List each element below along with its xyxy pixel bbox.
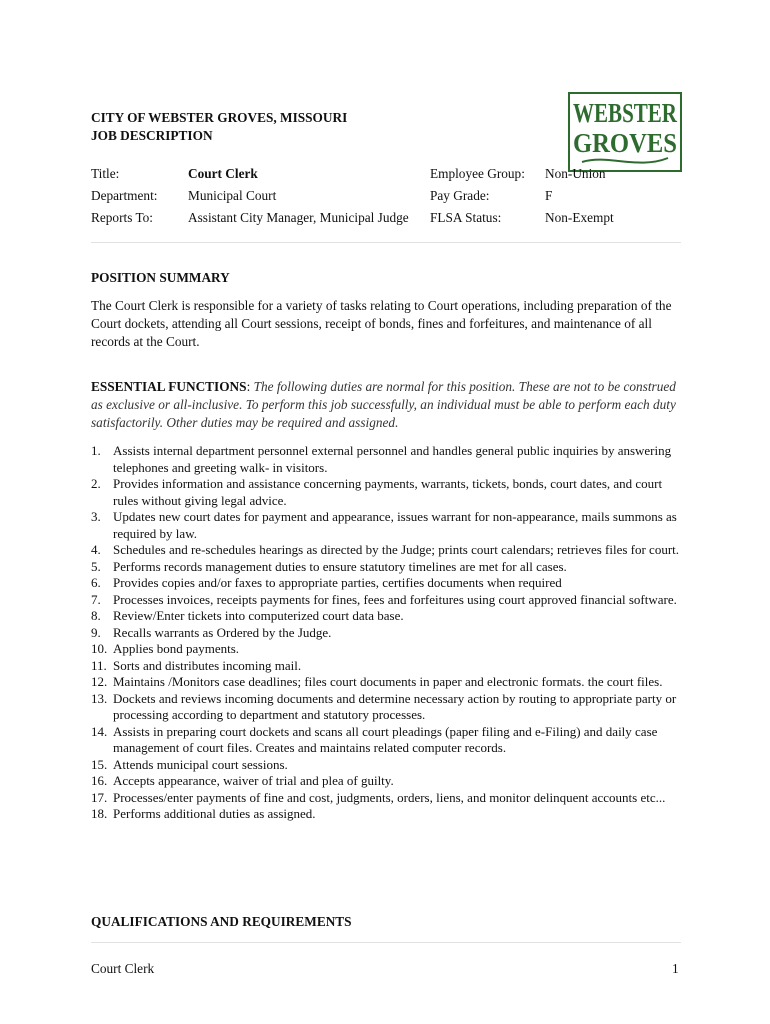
- flsa-status-value: Non-Exempt: [545, 210, 614, 225]
- duty-number: 1.: [91, 443, 101, 458]
- duty-item: [91, 757, 683, 774]
- qualifications-heading: QUALIFICATIONS AND REQUIREMENTS: [91, 914, 352, 929]
- duty-number: 2.: [91, 476, 101, 491]
- doc-type-title: JOB DESCRIPTION: [91, 128, 213, 143]
- webster-groves-logo: [568, 92, 682, 172]
- essential-functions-colon: :: [246, 379, 254, 394]
- position-summary-text: The Court Clerk is responsible for a variety of tasks relating to Court operations, including preparation of the Court dockets, attending all Court sessions, receipt of bonds, fines and forfeitures, and maintenance of all records at the Court.: [91, 298, 672, 349]
- duty-number: 3.: [91, 509, 101, 524]
- logo-word-1: WEBSTER: [573, 98, 678, 128]
- duty-text: Assists in preparing court dockets and scans all court pleadings (paper filing and e-Filing) and daily case management of court files. Creates and maintains related computer records.: [113, 723, 658, 755]
- logo-swash: [582, 158, 668, 163]
- flsa-status-label: FLSA Status:: [430, 210, 502, 225]
- duty-text: Dockets and reviews incoming documents and determine necessary action by routing to appropriate party or processing according to department and statutory processes.: [113, 690, 677, 722]
- duty-number: 11.: [91, 657, 107, 673]
- info-row-department: [91, 188, 681, 204]
- duty-number: 6.: [91, 575, 101, 590]
- duty-text: Updates new court dates for payment and appearance, issues warrant for non-appearance, mails summons as required by law.: [113, 509, 677, 541]
- duty-item: [91, 476, 683, 509]
- footer-page-number: 1: [672, 961, 679, 976]
- employee-group-label: Employee Group:: [430, 166, 525, 181]
- duty-item: [91, 773, 683, 790]
- duty-item: [91, 674, 683, 691]
- info-row-title: [91, 166, 681, 182]
- duty-number: 9.: [91, 624, 101, 640]
- duty-item: [91, 559, 683, 576]
- essential-functions-heading: ESSENTIAL FUNCTIONS: [91, 379, 247, 394]
- duty-number: 4.: [91, 542, 101, 557]
- essential-functions-intro: [91, 378, 683, 432]
- info-row-reports-to: [91, 210, 681, 226]
- logo-word-2: GROVES: [573, 128, 677, 158]
- duty-number: 15.: [91, 756, 108, 772]
- pay-grade-value: F: [545, 188, 553, 203]
- duty-item: [91, 608, 683, 625]
- duty-number: 17.: [91, 789, 108, 805]
- reports-to-label: Reports To:: [91, 210, 153, 225]
- essential-functions-note: The following duties are normal for this position. These are not to be construed as exclusive or all-inclusive. To perform this job successfully, an individual must be able to perform each duty satisfactorily. Other duties may be required and assigned.: [91, 379, 676, 430]
- footer-doc-title: Court Clerk: [91, 961, 155, 976]
- position-summary-heading: POSITION SUMMARY: [91, 270, 230, 285]
- duty-text: Sorts and distributes incoming mail.: [113, 657, 302, 673]
- title-value: Court Clerk: [188, 166, 258, 181]
- duty-text: Performs records management duties to ensure statutory timelines are met for all cases.: [113, 558, 567, 574]
- duty-text: Attends municipal court sessions.: [113, 756, 288, 772]
- duty-item: [91, 625, 683, 642]
- duty-text: Schedules and re-schedules hearings as directed by the Judge; prints court calendars; retrieves files for court.: [113, 542, 680, 557]
- essential-functions-list: [91, 443, 683, 823]
- duty-number: 8.: [91, 608, 101, 623]
- duty-number: 13.: [91, 690, 108, 706]
- duty-item: [91, 443, 683, 476]
- duty-text: Provides copies and/or faxes to appropriate parties, certifies documents when required: [113, 575, 562, 590]
- employee-group-value: Non-Union: [545, 166, 606, 181]
- duty-number: 14.: [91, 723, 108, 739]
- city-title: CITY OF WEBSTER GROVES, MISSOURI: [91, 110, 348, 125]
- divider-top: [91, 242, 681, 243]
- document-header: [91, 109, 347, 145]
- duty-text: Recalls warrants as Ordered by the Judge.: [113, 624, 332, 640]
- duty-text: Maintains /Monitors case deadlines; files court documents in paper and electronic formats. the court files.: [113, 674, 663, 689]
- duty-item: [91, 658, 683, 675]
- job-info-table: [91, 166, 681, 232]
- duty-number: 7.: [91, 591, 101, 607]
- duty-number: 5.: [91, 558, 101, 574]
- duty-item: [91, 592, 683, 609]
- divider-bottom: [91, 942, 681, 943]
- duty-text: Processes invoices, receipts payments for fines, fees and forfeitures using court approved financial software.: [113, 591, 677, 607]
- duty-text: Provides information and assistance concerning payments, warrants, tickets, bonds, court dates, and court rules without giving legal advice.: [113, 476, 663, 508]
- duty-item: [91, 575, 683, 592]
- department-value: Municipal Court: [188, 188, 277, 203]
- duty-text: Accepts appearance, waiver of trial and plea of guilty.: [113, 773, 394, 788]
- duty-text: Performs additional duties as assigned.: [113, 806, 316, 821]
- duty-number: 18.: [91, 806, 108, 821]
- duty-text: Assists internal department personnel external personnel and handles general public inquiries by answering telephones and greeting walk- in visitors.: [113, 443, 672, 475]
- duty-item: [91, 724, 683, 757]
- duty-text: Processes/enter payments of fine and cost, judgments, orders, liens, and monitor delinquent accounts etc...: [113, 789, 666, 805]
- title-label: Title:: [91, 166, 120, 181]
- reports-to-value: Assistant City Manager, Municipal Judge: [188, 210, 409, 225]
- duty-item: [91, 641, 683, 658]
- duty-item: [91, 509, 683, 542]
- duty-text: Applies bond payments.: [113, 641, 240, 656]
- duty-item: [91, 790, 683, 807]
- duty-number: 16.: [91, 773, 108, 788]
- pay-grade-label: Pay Grade:: [430, 188, 490, 203]
- duty-item: [91, 806, 683, 823]
- duty-text: Review/Enter tickets into computerized court data base.: [113, 608, 404, 623]
- duty-item: [91, 691, 683, 724]
- duty-number: 12.: [91, 674, 108, 689]
- duty-item: [91, 542, 683, 559]
- department-label: Department:: [91, 188, 158, 203]
- duty-number: 10.: [91, 641, 108, 656]
